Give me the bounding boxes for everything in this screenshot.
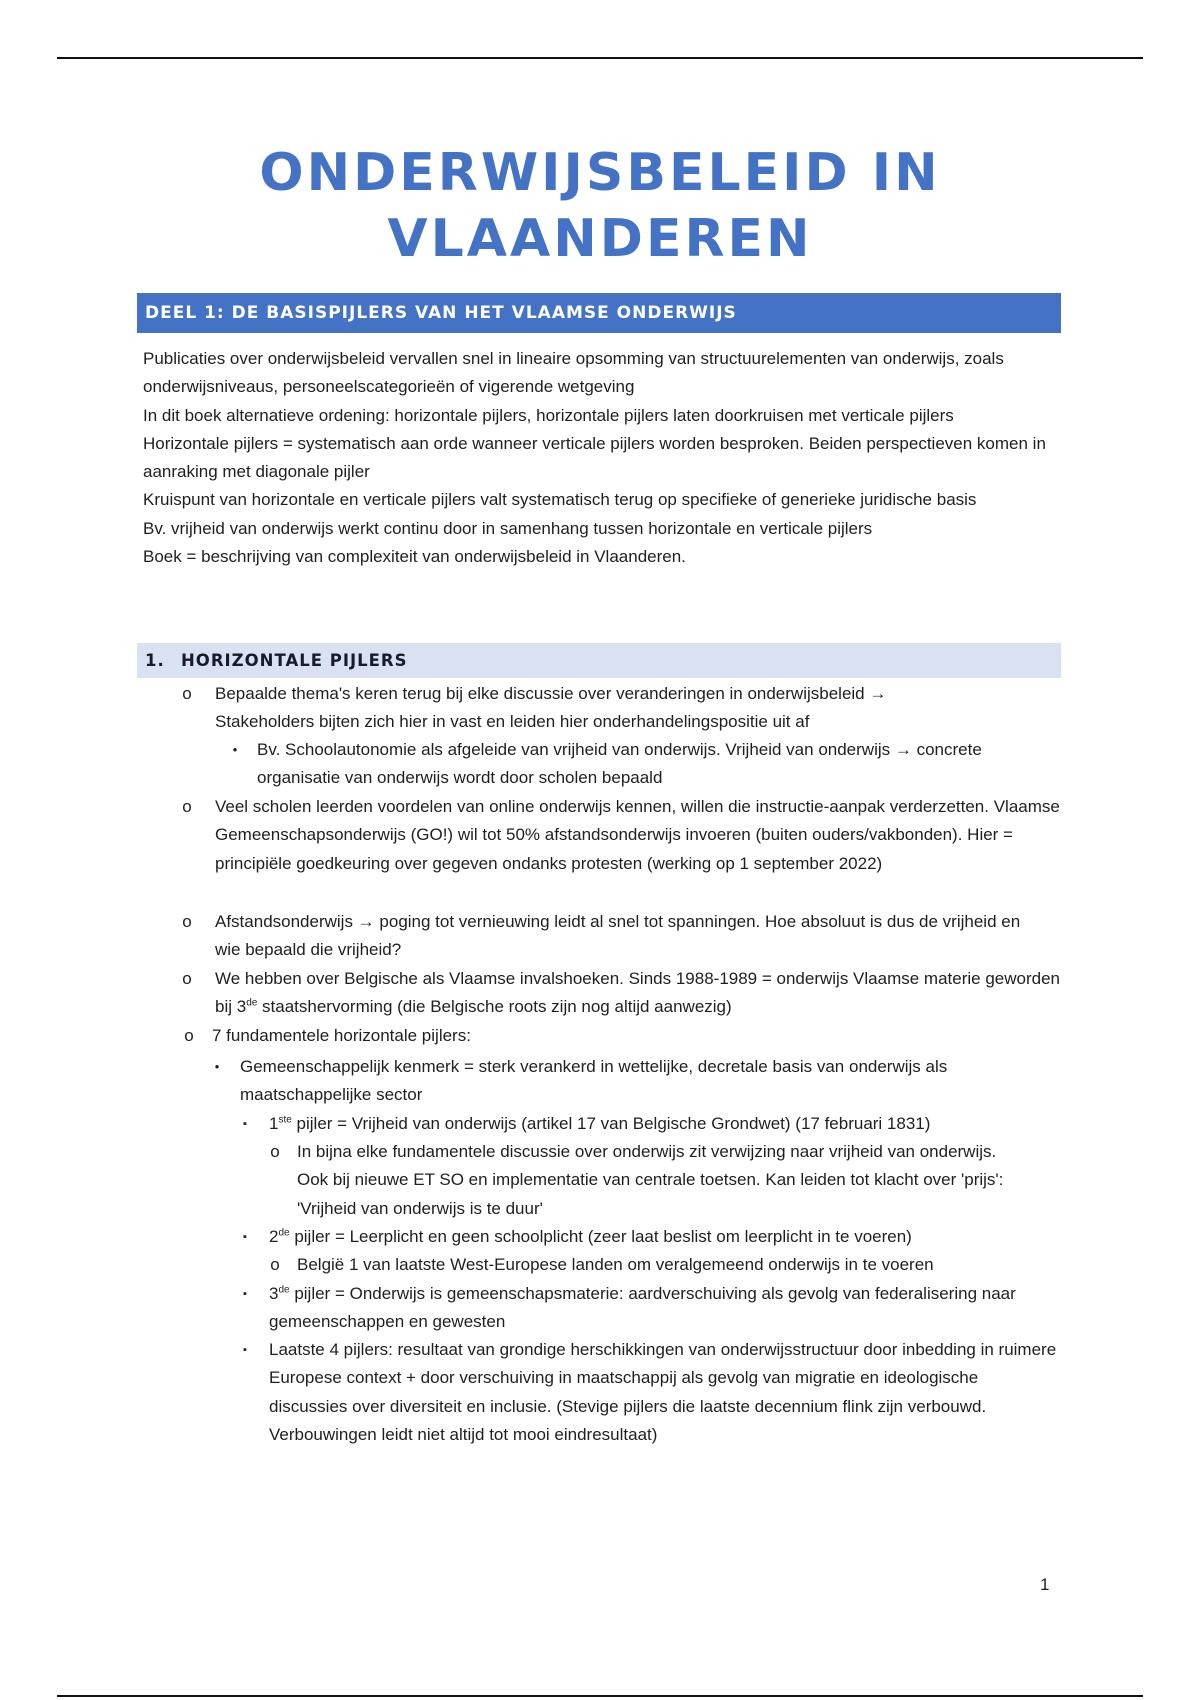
list-item: 7 fundamentele horizontale pijlers: [212, 1026, 471, 1045]
circle-bullet-icon: o [270, 1255, 280, 1274]
section-title: HORIZONTALE PIJLERS [181, 651, 408, 670]
title-line-2: VLAANDEREN [387, 209, 813, 269]
section-header [137, 643, 1061, 678]
bottom-rule [57, 1695, 1143, 1697]
page-number: 1 [1040, 1575, 1050, 1594]
title-line-1: ONDERWIJSBELEID IN [259, 143, 941, 203]
section-number: 1. [145, 651, 165, 670]
list-item: 3de pijler = Onderwijs is gemeenschapsmaterie: aardverschuiving als gevolg van federalisering naar gemeenschappen en gewesten [269, 1284, 1016, 1332]
list-item: Afstandsonderwijs → poging tot vernieuwing leidt al snel tot spanningen. Hoe absoluut is dus de vrijheid en wie bepaald die vrijheid? [215, 912, 1021, 960]
list-item: Laatste 4 pijlers: resultaat van grondige herschikkingen van onderwijsstructuur door inbedding in ruimere Europese context + door verschuiving in maatschappij als gevolg van migratie en ideologische discussies over diversiteit en inclusie. (Stevige pijlers die laatste decennium flink zijn verbouwd. Verbouwingen leidt niet altijd tot mooi eindresultaat) [269, 1340, 1057, 1444]
part-header: DEEL 1: DE BASISPIJLERS VAN HET VLAAMSE ONDERWIJS [137, 293, 1061, 333]
list-item: Bepaalde thema's keren terug bij elke discussie over veranderingen in onderwijsbeleid → Stakeholders bijten zich hier in vast en leiden hier onderhandelingspositie uit af [215, 684, 887, 732]
square-bullet-icon: ▪ [243, 1344, 247, 1356]
intro-paragraph: Publicaties over onderwijsbeleid vervallen snel in lineaire opsomming van structuurelementen van onderwijs, zoals onderwijsniveaus, personeelscategorieën of vigerende wetgeving [143, 349, 1004, 397]
list-item: We hebben over Belgische als Vlaamse invalshoeken. Sinds 1988-1989 = onderwijs Vlaamse materie geworden bij 3de staatshervorming (die Belgische roots zijn nog altijd aanwezig) [215, 969, 1060, 1017]
list-item: België 1 van laatste West-Europese landen om veralgemeend onderwijs in te voeren [297, 1255, 934, 1274]
circle-bullet-icon: o [182, 797, 192, 816]
intro-text [143, 345, 1063, 571]
square-bullet-icon: ▪ [243, 1118, 247, 1130]
list-item: Bv. Schoolautonomie als afgeleide van vrijheid van onderwijs. Vrijheid van onderwijs → concrete organisatie van onderwijs wordt door scholen bepaald [257, 740, 982, 788]
intro-paragraph: Bv. vrijheid van onderwijs werkt continu door in samenhang tussen horizontale en verticale pijlers [143, 518, 873, 538]
list-item: 1ste pijler = Vrijheid van onderwijs (artikel 17 van Belgische Grondwet) (17 februari 1831) [269, 1114, 931, 1133]
intro-paragraph: Boek = beschrijving van complexiteit van onderwijsbeleid in Vlaanderen. [143, 547, 686, 567]
dot-bullet-icon: • [232, 742, 238, 757]
square-bullet-icon: ▪ [243, 1231, 247, 1243]
list-item: Gemeenschappelijk kenmerk = sterk verankerd in wettelijke, decretale basis van onderwijs als maatschappelijke sector [240, 1057, 948, 1105]
circle-bullet-icon: o [182, 684, 192, 703]
circle-bullet-icon: o [270, 1142, 280, 1161]
list-item: Veel scholen leerden voordelen van online onderwijs kennen, willen die instructie-aanpak verderzetten. Vlaamse Gemeenschapsonderwijs (GO!) wil tot 50% afstandsonderwijs invoeren (buiten ouders/vakbonden). Hier = principiële goedkeuring over gegeven ondanks protesten (werking op 1 september 2022) [215, 797, 1060, 873]
square-bullet-icon: ▪ [243, 1288, 247, 1300]
intro-paragraph: Kruispunt van horizontale en verticale pijlers valt systematisch terug op specifieke of generieke juridische basis [143, 490, 977, 510]
top-rule [57, 57, 1143, 59]
circle-bullet-icon: o [182, 969, 192, 988]
document-title [0, 140, 1200, 272]
dot-bullet-icon: • [214, 1059, 220, 1074]
list-item: 2de pijler = Leerplicht en geen schoolplicht (zeer laat beslist om leerplicht in te voeren) [269, 1227, 912, 1246]
circle-bullet-icon: o [184, 1026, 194, 1045]
intro-paragraph: Horizontale pijlers = systematisch aan orde wanneer verticale pijlers worden besproken. Beiden perspectieven komen in aanraking met diagonale pijler [143, 433, 1046, 482]
list-item: In bijna elke fundamentele discussie over onderwijs zit verwijzing naar vrijheid van onderwijs. Ook bij nieuwe ET SO en implementatie van centrale toetsen. Kan leiden tot klacht over 'prijs': 'Vrijheid van onderwijs is te duur' [297, 1142, 1004, 1218]
intro-paragraph: In dit boek alternatieve ordening: horizontale pijlers, horizontale pijlers laten doorkruisen met verticale pijlers [143, 405, 954, 425]
circle-bullet-icon: o [182, 912, 192, 931]
